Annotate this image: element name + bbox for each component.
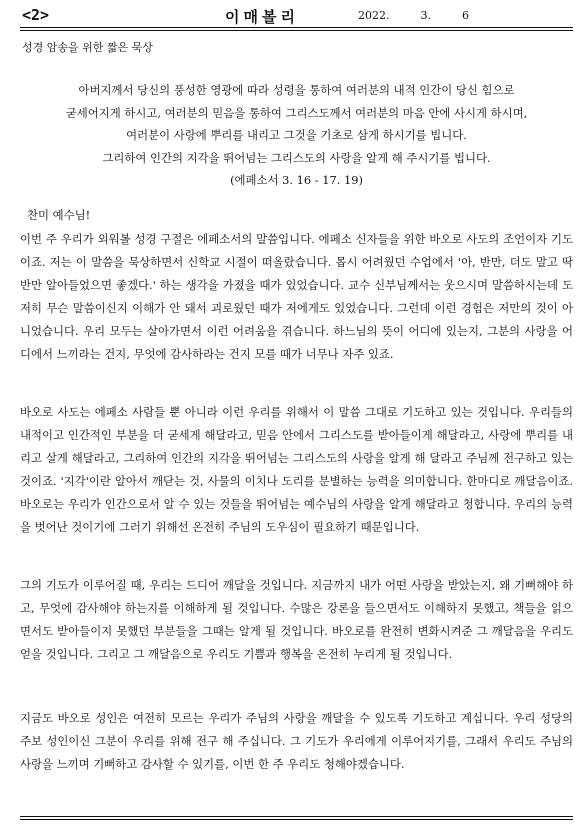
footer-divider — [20, 816, 573, 820]
reflection-paragraph-2 — [20, 401, 573, 539]
paragraph-text: 그의 기도가 이루어질 때, 우리는 드디어 깨달을 것입니다. 지금까지 내가 어떤 사랑을 받았는지, 왜 기뻐해야 하고, 무엇에 감사해야 하는지를 이해하게 될 것입니다. 수많은 강론을 들으면서도 이해하지 못했고, 책들을 읽으면서도 받아들이지 못했던 부분들을 그때는 알게 될 것입니다. 바오로를 완전히 변화시켜준 그 깨달음을 우리도 얻을 것입니다. 그리고 그 깨달음으로 우리도 기쁨과 행복을 온전히 누리게 될 것입니다. — [20, 578, 573, 661]
publication-date: 2022. 3. 6 — [358, 9, 469, 22]
section-subtitle: 성경 암송을 위한 짧은 묵상 — [22, 41, 153, 54]
scripture-line: 아버지께서 당신의 풍성한 영광에 따라 성령을 통하여 여러분의 내적 인간이 당신 힘으로 — [78, 83, 515, 97]
reflection-paragraph-3 — [20, 574, 573, 666]
paragraph-text: 지금도 바오로 성인은 여전히 모르는 우리가 주님의 사랑을 깨달을 수 있도록 기도하고 계십니다. 우리 성당의 주보 성인이신 그분이 우리를 위해 전구 해 주십니다. 그 기도가 우리에게 이루어지기를, 그래서 우리도 주님의 사랑을 느끼며 기뻐하고 감사할 수 있기를, 이번 한 주 우리도 청해야겠습니다. — [20, 711, 573, 771]
scripture-line: 여러분이 사랑에 뿌리를 내리고 그것을 기초로 삼게 하시기를 빕니다. — [126, 128, 467, 142]
reflection-paragraph-1 — [20, 228, 573, 366]
paragraph-text: 바오로 사도는 에페소 사람들 뿐 아니라 이런 우리를 위해서 이 말씀 그대로 기도하고 있는 것입니다. 우리들의 내적이고 인간적인 부분을 더 굳세게 해달라고, 믿음 안에서 그리스도를 받아들이게 해달라고, 사랑에 뿌리를 내리고 살게 해달라고, 그리하여 인간의 지각을 뛰어넘는 그리스도의 사랑을 알게 해 달라고 주님께 전구하고 있는 것이죠. '지각'이란 알아서 깨닫는 것, 사물의 이치나 도리를 분별하는 능력을 의미합니다. 한마디로 깨달음이죠. 바오로는 우리가 인간으로서 알 수 있는 것들을 뛰어넘는 예수님의 사랑을 알게 해달라고 청합니다. 우리의 능력을 벗어난 것이기에 그러기 위해선 온전히 주님의 도우심이 필요하기 때문입니다. — [20, 405, 573, 534]
header-divider — [20, 27, 573, 31]
publication-title: 이매볼리 — [225, 8, 299, 26]
paragraph-text: 이번 주 우리가 외워볼 성경 구절은 에페소서의 말씀입니다. 에페소 신자들을 위한 바오로 사도의 조언이자 기도이죠. 저는 이 말씀을 묵상하면서 신학교 시절이 떠올랐습니다. 몹시 어려웠던 수업에서 '아, 반만, 더도 말고 딱 반만 알아들었으면 좋겠다.' 하는 생각을 가졌을 때가 있었습니다. 교수 신부님께서는 웃으시며 말씀하시는데 도저히 무슨 말씀이신지 이해가 안 돼서 괴로웠던 때가 저에게도 있었습니다. 그런데 이런 경험은 저만의 것이 아니었습니다. 우리 모두는 살아가면서 이런 어려움을 겪습니다. 하느님의 뜻이 어디에 있는지, 그분의 사랑을 어디에서 느끼라는 건지, 무엇에 감사하라는 건지 모를 때가 너무나 자주 있죠. — [20, 232, 573, 361]
scripture-reference: (에페소서 3. 16 - 17. 19) — [230, 173, 363, 187]
scripture-line: 굳세어지게 하시고, 여러분의 믿음을 통하여 그리스도께서 여러분의 마음 안에 사시게 하시며, — [65, 105, 528, 120]
greeting: 찬미 예수님! — [27, 208, 91, 222]
page-header — [20, 6, 573, 28]
reflection-paragraph-4 — [20, 707, 573, 776]
scripture-passage — [20, 79, 573, 192]
page-number: <2> — [22, 6, 50, 24]
scripture-line: 그리하여 인간의 지각을 뛰어넘는 그리스도의 사랑을 알게 해 주시기를 빕니다. — [102, 150, 491, 165]
